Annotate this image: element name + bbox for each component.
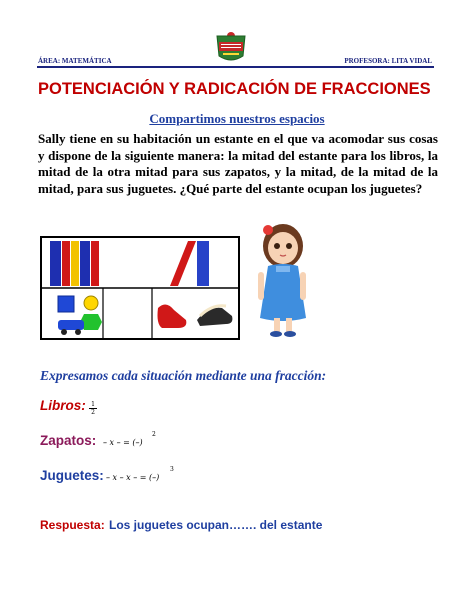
header-area: ÁREA: MATEMÁTICA bbox=[38, 57, 112, 65]
libros-denominator: 2 bbox=[91, 409, 95, 416]
girl-illustration bbox=[250, 220, 314, 338]
respuesta-text: Los juguetes ocupan……. del estante bbox=[109, 518, 323, 532]
zapatos-exponent: 2 bbox=[152, 431, 156, 438]
page-title: POTENCIACIÓN Y RADICACIÓN DE FRACCIONES bbox=[38, 80, 431, 98]
shelf-illustration bbox=[40, 236, 240, 340]
school-logo bbox=[211, 26, 251, 66]
libros-numerator: 1 bbox=[89, 401, 97, 409]
header-divider bbox=[37, 66, 434, 68]
zapatos-label: Zapatos: bbox=[40, 433, 97, 448]
header-teacher: PROFESORA: LITA VIDAL bbox=[344, 57, 432, 65]
section-subtitle: Compartimos nuestros espacios bbox=[149, 111, 325, 126]
zapatos-expression: – x – = (–) bbox=[103, 438, 143, 447]
juguetes-expression: – x – x – = (–) bbox=[106, 473, 160, 482]
libros-fraction bbox=[89, 401, 97, 416]
instruction-text: Expresamos cada situación mediante una fracción: bbox=[40, 368, 327, 383]
juguetes-label: Juguetes: bbox=[40, 468, 104, 483]
juguetes-exponent: 3 bbox=[170, 466, 174, 473]
libros-label: Libros: bbox=[40, 398, 86, 413]
problem-text: Sally tiene en su habitación un estante en el que va acomodar sus cosas y dispone de la siguiente manera: la mitad del estante para los libros, la mitad de la otra mitad para sus zapatos, y la mitad, de la mitad de la mitad, para sus juguetes. ¿Qué parte del estante ocupan los juguetes? bbox=[38, 131, 438, 196]
respuesta-label: Respuesta: bbox=[40, 518, 105, 532]
